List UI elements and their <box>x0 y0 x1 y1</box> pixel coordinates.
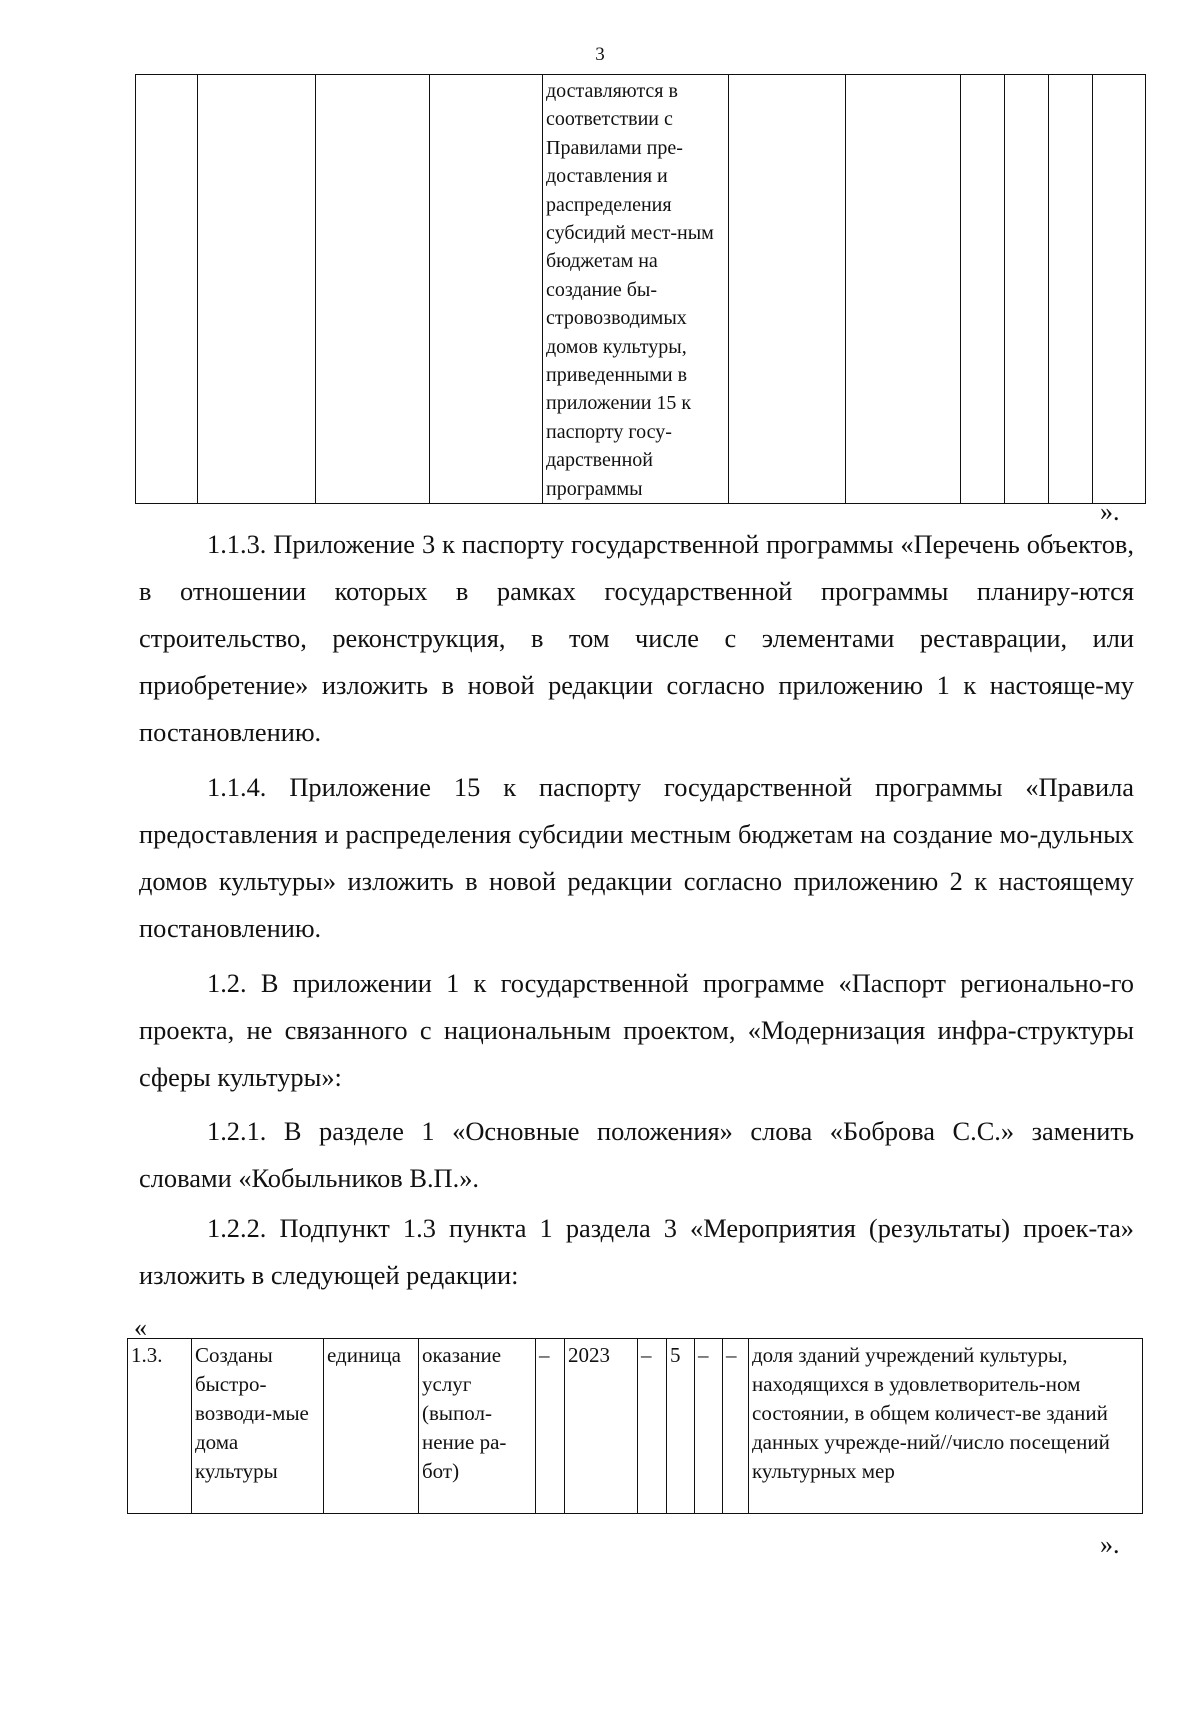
open-quote-bottom: « <box>134 1313 147 1342</box>
value-cell: – <box>638 1339 667 1514</box>
top-table-cell-description <box>543 75 729 504</box>
page-number: 3 <box>595 44 605 65</box>
top-table-cell <box>198 75 316 504</box>
row-number-cell: 1.3. <box>128 1339 192 1514</box>
paragraph-1-2-2 <box>139 1205 1134 1299</box>
paragraph-1-1-3 <box>139 521 1134 756</box>
top-table-cell <box>136 75 198 504</box>
top-table-cell <box>1093 75 1146 504</box>
paragraph-text: 1.2.1. В разделе 1 «Основные положения» слова «Боброва С.С.» заменить словами «Кобыльников В.П.». <box>139 1116 1134 1193</box>
value-cell: – <box>536 1339 565 1514</box>
top-table-cell <box>1005 75 1049 504</box>
paragraph-1-2-1 <box>139 1108 1134 1202</box>
paragraph-text: 1.1.3. Приложение 3 к паспорту государственной программы «Перечень объектов, в отношении которых в рамках государственной программы планиру-ются строительство, реконструкция, в том числе с элементами реставрации, или приобретение» изложить в новой редакции согласно приложению 1 к настояще-му постановлению. <box>139 529 1134 747</box>
top-table-cell <box>316 75 430 504</box>
top-table-description-text: доставляются в соответствии с Правилами пре-доставления и распределения субсидий мест-ным бюджетам на создание бы-стровозводимых домов культуры, приведенными в приложении 15 к паспорту госу-дарственной программы <box>546 80 714 500</box>
paragraph-1-1-4 <box>139 764 1134 952</box>
type-cell: оказание услуг (выпол-нение ра-бот) <box>419 1339 536 1514</box>
close-quote-bottom: ». <box>1100 1530 1120 1559</box>
top-table-cell <box>1049 75 1093 504</box>
top-table-cell <box>430 75 543 504</box>
close-quote-top: ». <box>1100 497 1120 526</box>
paragraph-text: 1.2. В приложении 1 к государственной программе «Паспорт регионально-го проекта, не связанного с национальным проектом, «Модернизация инфра-структуры сферы культуры»: <box>139 968 1134 1092</box>
year-cell: 2023 <box>565 1339 638 1514</box>
value-cell: – <box>723 1339 749 1514</box>
paragraph-text: 1.2.2. Подпункт 1.3 пункта 1 раздела 3 «Мероприятия (результаты) проек-та» изложить в следующей редакции: <box>139 1213 1134 1290</box>
result-name-cell: Созданы быстро-возводи-мые дома культуры <box>192 1339 324 1514</box>
bottom-table <box>127 1338 1143 1514</box>
paragraph-text: 1.1.4. Приложение 15 к паспорту государственной программы «Правила предоставления и распределения субсидии местным бюджетам на создание мо-дульных домов культуры» изложить в новой редакции согласно приложению 2 к настоящему постановлению. <box>139 772 1134 943</box>
top-table <box>135 74 1146 504</box>
unit-cell: единица <box>324 1339 419 1514</box>
top-table-cell <box>729 75 846 504</box>
paragraph-1-2 <box>139 960 1134 1101</box>
top-table-cell <box>846 75 961 504</box>
value-cell: – <box>695 1339 723 1514</box>
indicator-cell: доля зданий учреждений культуры, находящихся в удовлетворитель-ном состоянии, в общем количест-ве зданий данных учрежде-ний//число посещений культурных мер <box>749 1339 1143 1514</box>
top-table-cell <box>961 75 1005 504</box>
value-cell: 5 <box>667 1339 695 1514</box>
